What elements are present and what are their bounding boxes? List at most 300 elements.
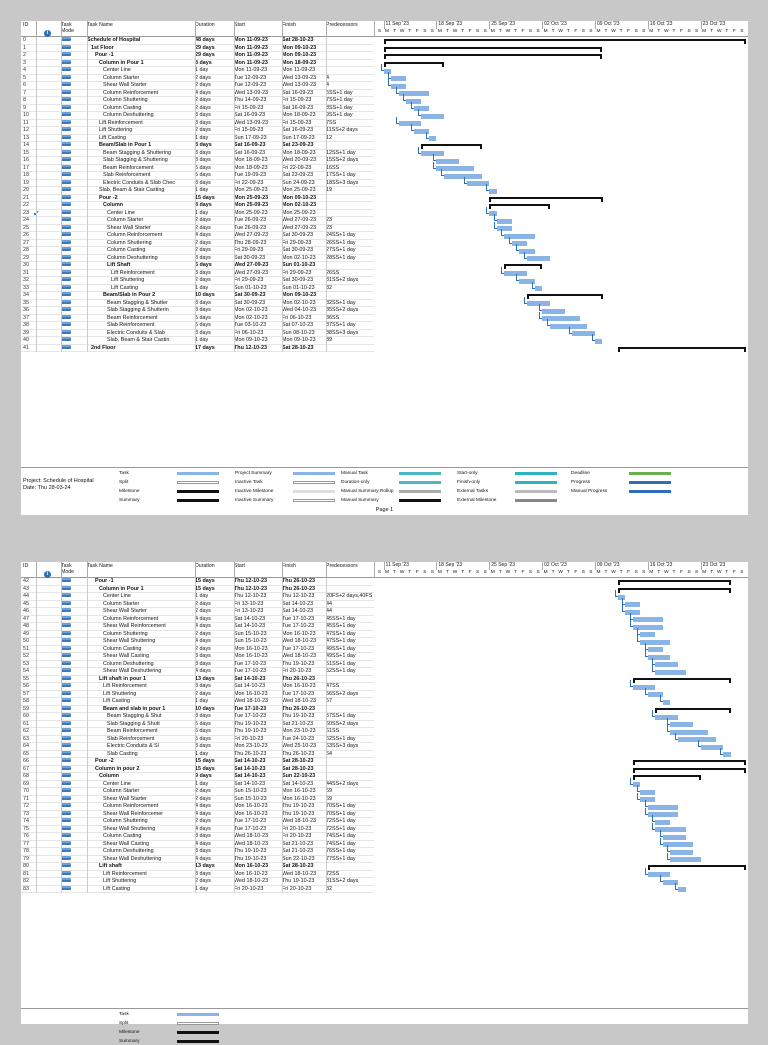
task-start[interactable]: Sat 14-10-23 [234,683,266,689]
task-finish[interactable]: Tue 17-10-23 [282,690,315,697]
task-name[interactable]: Shear Wall Starter [103,795,147,802]
table-row[interactable] [21,856,374,864]
task-finish[interactable]: Wed 27-09-23 [282,224,317,231]
task-finish[interactable]: Sun 01-10-23 [282,284,315,291]
task-duration[interactable]: 3 days [195,307,211,313]
task-name[interactable]: Slab Reinforcement [103,172,151,178]
task-predecessors[interactable]: 82 [326,885,332,892]
task-duration[interactable]: 5 days [195,172,211,178]
table-row[interactable] [21,285,374,293]
table-row[interactable] [21,608,374,616]
task-finish[interactable]: Sat 07-10-23 [282,322,314,328]
task-name[interactable]: Beam/Slab in Pour 2 [103,292,156,298]
task-finish[interactable]: Sun 22-10-23 [282,773,316,779]
task-predecessors[interactable]: 47SS [326,683,340,689]
task-predecessors[interactable]: 23 [326,217,332,223]
task-name[interactable]: Pour -1 [95,578,114,584]
task-start[interactable]: Mon 25-09-23 [234,194,269,201]
task-predecessors[interactable]: 4 [326,82,329,88]
table-row[interactable] [21,82,374,90]
task-bar[interactable] [633,617,663,622]
table-row[interactable] [21,52,374,60]
table-row[interactable] [21,322,374,330]
table-row[interactable] [21,120,374,128]
task-duration[interactable]: 4 days [195,615,211,622]
task-predecessors[interactable]: 36SS [326,314,340,321]
task-finish[interactable]: Sun 01-10-23 [282,262,316,268]
task-bar[interactable] [670,850,693,855]
task-name[interactable]: Column Casting [103,104,142,111]
task-predecessors[interactable]: 45SS+1 day [326,623,356,629]
task-finish[interactable]: Mon 02-10-23 [282,202,317,208]
task-name[interactable]: Column Shuttering [107,239,152,246]
task-finish[interactable]: Wed 27-09-23 [282,217,317,223]
task-duration[interactable]: 1 day [195,67,209,73]
task-duration[interactable]: 2 days [195,795,211,802]
task-name[interactable]: Column Deshuttering [107,254,158,261]
task-start[interactable]: Tue 03-10-23 [234,322,267,328]
task-duration[interactable]: 2 days [195,608,211,614]
task-duration[interactable]: 4 days [195,855,211,862]
table-row[interactable] [21,668,374,676]
task-duration[interactable]: 2 days [195,217,211,223]
task-start[interactable]: Mon 16-10-23 [234,803,268,809]
table-row[interactable] [21,165,374,173]
task-start[interactable]: Mon 16-10-23 [234,645,268,652]
task-predecessors[interactable]: 11SS+2 days [326,127,358,133]
table-row[interactable] [21,833,374,841]
task-finish[interactable]: Fri 15-09-23 [282,119,312,126]
task-name[interactable]: Shear Wall Starter [103,82,147,88]
task-finish[interactable]: Sun 17-09-23 [282,134,315,141]
task-name[interactable]: Lift Shuttering [103,878,137,884]
task-duration[interactable]: 1 day [195,209,209,216]
task-finish[interactable]: Fri 29-09-23 [282,269,312,276]
task-duration[interactable]: 2 days [195,878,211,884]
task-name[interactable]: Lift Casting [111,284,138,291]
task-predecessors[interactable]: 20FS+2 days,40FS [326,593,373,599]
task-name[interactable]: Shear Wall Deshuttering [103,668,162,674]
task-duration[interactable]: 4 days [195,232,211,238]
task-finish[interactable]: Mon 25-09-23 [282,187,316,193]
task-name[interactable]: Slab Stagging & Shutterin [107,307,169,313]
task-predecessors[interactable]: 60SS+2 days [326,720,359,727]
task-predecessors[interactable]: 52SS+1 day [326,668,356,674]
task-bar[interactable] [391,76,406,81]
task-name[interactable]: Shear Wall Reinforcemer [103,810,164,817]
table-row[interactable] [21,270,374,278]
task-start[interactable]: Sat 30-09-23 [234,292,266,298]
task-name[interactable]: Pour -2 [99,194,118,201]
task-finish[interactable]: Mon 09-10-23 [282,194,317,201]
task-predecessors[interactable]: 74SS+1 day [326,833,356,839]
task-predecessors[interactable]: 26SS+1 day [326,239,356,246]
task-name[interactable]: Column in pour 2 [95,765,140,772]
task-name[interactable]: Shear Wall Shuttering [103,638,156,644]
task-start[interactable]: Mon 11-09-23 [234,52,268,58]
task-name[interactable]: Shear Wall Casting [103,840,149,847]
task-start[interactable]: Sat 16-09-23 [234,142,266,148]
task-duration[interactable]: 1 day [195,780,209,787]
task-finish[interactable]: Wed 18-10-23 [282,653,317,659]
task-duration[interactable]: 29 days [195,44,215,51]
task-name[interactable]: Shear Wall Deshuttering [103,855,162,862]
task-duration[interactable]: 3 days [195,329,211,336]
task-start[interactable]: Sat 30-09-23 [234,299,266,306]
task-finish[interactable]: Sat 21-10-23 [282,720,314,727]
task-predecessors[interactable]: 38SS+3 days [326,329,359,336]
task-duration[interactable]: 5 days [195,262,212,268]
task-name[interactable]: Column Starter [103,74,140,81]
summary-bar[interactable] [618,347,746,349]
task-start[interactable]: Tue 12-09-23 [234,82,267,88]
task-name[interactable]: Beam Reinforcement [107,314,158,321]
task-name[interactable]: Shear Wall Starter [103,608,147,614]
table-row[interactable] [21,631,374,639]
table-row[interactable] [21,886,374,894]
task-finish[interactable]: Sat 28-10-23 [282,765,314,772]
task-name[interactable]: Column Shuttering [103,630,148,637]
table-row[interactable] [21,841,374,849]
table-row[interactable] [21,623,374,631]
task-predecessors[interactable]: 12SS+1 day [326,149,356,156]
task-predecessors[interactable]: 16SS [326,164,340,171]
summary-bar[interactable] [384,39,746,41]
task-bar[interactable] [648,655,671,660]
task-start[interactable]: Fri 20-10-23 [234,885,264,892]
table-row[interactable] [21,751,374,759]
task-name[interactable]: Lift Reinforcement [103,870,147,877]
column-header-finish[interactable]: Finish [282,22,296,28]
task-name[interactable]: Column Starter [107,217,144,223]
task-start[interactable]: Thu 19-10-23 [234,728,267,734]
summary-bar[interactable] [633,775,701,777]
table-row[interactable] [21,653,374,661]
table-row[interactable] [21,37,374,45]
task-finish[interactable]: Sat 30-09-23 [282,277,314,283]
task-predecessors[interactable]: 62SS+1 day [326,735,356,742]
task-finish[interactable]: Wed 04-10-23 [282,307,317,313]
table-row[interactable] [21,150,374,158]
task-name[interactable]: Column Shuttering [103,818,148,824]
task-finish[interactable]: Sat 16-09-23 [282,89,314,96]
task-finish[interactable]: Sat 21-10-23 [282,840,314,847]
task-name[interactable]: Column Casting [103,645,142,652]
task-duration[interactable]: 2 days [195,127,211,133]
task-duration[interactable]: 3 days [195,683,211,689]
task-finish[interactable]: Mon 23-10-23 [282,728,316,734]
summary-bar[interactable] [633,768,746,770]
task-predecessors[interactable]: 63SS+3 days [326,743,359,749]
summary-bar[interactable] [489,204,549,206]
task-finish[interactable]: Sat 28-10-23 [282,863,314,869]
task-duration[interactable]: 3 days [195,653,211,659]
task-predecessors[interactable]: 70SS+1 day [326,810,356,817]
task-start[interactable]: Mon 25-09-23 [234,202,269,208]
column-header-pred[interactable]: Predecessors [326,22,358,28]
task-name[interactable]: Lift shaft in pour 1 [99,675,147,682]
task-predecessors[interactable]: 39 [326,337,332,343]
table-row[interactable] [21,781,374,789]
task-start[interactable]: Tue 26-09-23 [234,217,267,223]
task-finish[interactable]: Thu 19-10-23 [282,810,315,817]
task-duration[interactable]: 1 day [195,284,209,291]
task-predecessors[interactable]: 72SS [326,870,340,877]
task-start[interactable]: Sat 16-09-23 [234,149,266,156]
task-start[interactable]: Mon 16-10-23 [234,653,268,659]
task-start[interactable]: Sun 15-10-23 [234,630,267,637]
table-row[interactable] [21,187,374,195]
task-start[interactable]: Mon 18-09-23 [234,157,268,163]
table-row[interactable] [21,337,374,345]
task-start[interactable]: Thu 12-10-23 [234,593,267,599]
column-header-duration[interactable]: Duration [195,22,215,28]
summary-bar[interactable] [384,62,444,64]
column-header-id[interactable]: ID [23,22,29,28]
task-duration[interactable]: 3 days [195,743,211,749]
task-duration[interactable]: 2 days [195,630,211,637]
task-finish[interactable]: Sat 14-10-23 [282,780,314,787]
task-duration[interactable]: 1 day [195,698,209,704]
task-finish[interactable]: Thu 26-10-23 [282,750,315,757]
task-name[interactable]: Lift Casting [103,698,130,704]
task-name[interactable]: Column Starter [103,600,140,607]
task-name[interactable]: Column in Pour 1 [99,59,144,66]
task-finish[interactable]: Sat 21-10-23 [282,848,314,854]
table-row[interactable] [21,578,374,586]
task-name[interactable]: Beam and slab in pour 1 [103,705,166,712]
table-row[interactable] [21,826,374,834]
task-start[interactable]: Mon 11-09-23 [234,59,268,66]
task-predecessors[interactable]: 19 [326,187,332,193]
task-finish[interactable]: Sat 30-09-23 [282,247,314,253]
task-duration[interactable]: 3 days [195,254,211,261]
task-start[interactable]: Sun 15-10-23 [234,795,267,802]
task-predecessors[interactable]: 64 [326,750,332,757]
task-finish[interactable]: Wed 25-10-23 [282,743,317,749]
task-finish[interactable]: Wed 13-09-23 [282,82,317,88]
task-finish[interactable]: Sat 14-10-23 [282,608,314,614]
task-name[interactable]: Beam Stagging & Shutter [107,299,168,306]
task-name[interactable]: Column Starter [103,788,140,794]
task-start[interactable]: Tue 17-10-23 [234,713,267,719]
task-start[interactable]: Thu 12-10-23 [234,578,267,584]
task-duration[interactable]: 3 days [195,299,211,306]
task-predecessors[interactable]: 81SS+2 days [326,878,359,884]
table-row[interactable] [21,811,374,819]
table-row[interactable] [21,601,374,609]
task-name[interactable]: Slab Reinforcement [107,735,155,742]
task-predecessors[interactable]: 27SS+1 day [326,247,356,253]
task-finish[interactable]: Fri 29-09-23 [282,239,312,246]
table-row[interactable] [21,67,374,75]
task-finish[interactable]: Wed 13-09-23 [282,74,317,81]
column-header-name[interactable]: Task Name [87,22,113,28]
task-duration[interactable]: 2 days [195,690,211,697]
task-duration[interactable]: 2 days [195,224,211,231]
task-duration[interactable]: 3 days [195,833,211,839]
task-predecessors[interactable]: 77SS+1 day [326,855,356,862]
table-row[interactable] [21,818,374,826]
task-name[interactable]: Column [99,773,120,779]
task-finish[interactable]: Mon 11-09-23 [282,67,316,73]
task-duration[interactable]: 4 days [195,638,211,644]
task-name[interactable]: Lift shaft [99,863,122,869]
task-finish[interactable]: Sat 16-09-23 [282,104,314,111]
task-start[interactable]: Sat 14-10-23 [234,780,266,787]
task-predecessors[interactable]: 74SS+1 day [326,840,356,847]
task-bar[interactable] [436,159,459,164]
task-duration[interactable]: 3 days [195,179,211,186]
task-start[interactable]: Sat 14-10-23 [234,623,266,629]
table-row[interactable] [21,127,374,135]
task-finish[interactable]: Sat 28-10-23 [282,758,314,764]
task-duration[interactable]: 4 days [195,803,211,809]
task-finish[interactable]: Mon 09-10-23 [282,44,317,51]
task-duration[interactable]: 2 days [195,239,211,246]
task-finish[interactable]: Fri 20-10-23 [282,668,312,674]
task-finish[interactable]: Fri 15-09-23 [282,97,312,103]
task-start[interactable]: Wed 18-10-23 [234,698,269,704]
task-bar[interactable] [489,189,497,194]
task-name[interactable]: Beam Reinforcement [107,728,158,734]
task-predecessors[interactable]: 17SS+1 day [326,172,356,178]
task-duration[interactable]: 2 days [195,277,211,283]
table-row[interactable] [21,247,374,255]
task-name[interactable]: Lift Casting [99,134,126,141]
table-row[interactable] [21,871,374,879]
table-row[interactable] [21,202,374,210]
task-finish[interactable]: Mon 16-10-23 [282,683,316,689]
task-finish[interactable]: Thu 19-10-23 [282,803,315,809]
task-finish[interactable]: Thu 19-10-23 [282,660,315,667]
task-start[interactable]: Mon 23-10-23 [234,743,268,749]
task-start[interactable]: Wed 27-09-23 [234,269,269,276]
task-bar[interactable] [527,256,550,261]
task-duration[interactable]: 4 days [195,668,211,674]
task-duration[interactable]: 8 days [195,59,212,66]
task-name[interactable]: Column Casting [107,247,146,253]
task-name[interactable]: Column Deshuttering [103,660,154,667]
task-finish[interactable]: Mon 16-10-23 [282,630,316,637]
summary-bar[interactable] [618,580,731,582]
table-row[interactable] [21,75,374,83]
task-predecessors[interactable]: 7SS+1 day [326,97,353,103]
task-start[interactable]: Mon 16-10-23 [234,690,268,697]
task-predecessors[interactable]: 72SS+1 day [326,818,356,824]
task-name[interactable]: Pour -1 [95,52,114,58]
task-duration[interactable]: 48 days [195,37,215,43]
task-name[interactable]: Electric Conduits & Slab Chec [103,179,175,186]
table-row[interactable] [21,736,374,744]
task-predecessors[interactable]: 47SS+1 day [326,630,356,637]
task-start[interactable]: Mon 16-10-23 [234,870,268,877]
task-predecessors[interactable]: 72SS+1 day [326,825,356,832]
table-row[interactable] [21,713,374,721]
task-duration[interactable]: 3 days [195,870,211,877]
table-row[interactable] [21,112,374,120]
task-name[interactable]: Column Shuttering [103,97,148,103]
summary-bar[interactable] [618,588,731,590]
task-name[interactable]: Center Line [103,780,131,787]
task-finish[interactable]: Sun 22-10-23 [282,855,315,862]
task-duration[interactable]: 5 days [195,322,211,328]
column-header-id[interactable]: ID [23,563,29,569]
task-duration[interactable]: 15 days [195,585,215,592]
task-predecessors[interactable]: 44 [326,600,332,607]
task-name[interactable]: Beam Stagging & Shuttering [103,149,172,156]
task-finish[interactable]: Tue 17-10-23 [282,645,315,652]
task-bar[interactable] [678,887,686,892]
task-start[interactable]: Sat 16-09-23 [234,112,266,118]
table-row[interactable] [21,225,374,233]
table-row[interactable] [21,683,374,691]
column-header-name[interactable]: Task Name [87,563,113,569]
task-predecessors[interactable]: 69 [326,788,332,794]
table-row[interactable] [21,180,374,188]
task-duration[interactable]: 2 days [195,645,211,652]
task-finish[interactable]: Sat 23-09-23 [282,142,314,148]
task-predecessors[interactable]: 18SS+3 days [326,179,359,186]
task-duration[interactable]: 4 days [195,840,211,847]
task-duration[interactable]: 4 days [195,825,211,832]
task-start[interactable]: Mon 16-10-23 [234,810,268,817]
task-finish[interactable]: Thu 26-10-23 [282,705,315,712]
task-predecessors[interactable]: 31SS+2 days [326,277,359,283]
task-name[interactable]: Slab Stagging & Shuttering [103,157,168,163]
task-start[interactable]: Fri 29-09-23 [234,277,264,283]
task-duration[interactable]: 4 days [195,810,211,817]
task-finish[interactable]: Mon 18-09-23 [282,112,316,118]
task-bar[interactable] [670,857,700,862]
task-duration[interactable]: 8 days [195,202,212,208]
task-duration[interactable]: 15 days [195,194,215,201]
task-bar[interactable] [391,84,406,89]
table-row[interactable] [21,848,374,856]
task-bar[interactable] [670,722,693,727]
task-finish[interactable]: Wed 18-10-23 [282,818,317,824]
task-start[interactable]: Sun 15-10-23 [234,788,267,794]
task-name[interactable]: Column Casting [103,833,142,839]
task-start[interactable]: Fri 13-10-23 [234,600,264,607]
task-start[interactable]: Wed 13-09-23 [234,89,269,96]
task-finish[interactable]: Fri 20-10-23 [282,833,312,839]
task-finish[interactable]: Mon 18-09-23 [282,59,317,66]
table-row[interactable] [21,135,374,143]
task-bar[interactable] [497,226,512,231]
task-predecessors[interactable]: 28SS+1 day [326,254,356,261]
task-duration[interactable]: 9 days [195,773,212,779]
summary-bar[interactable] [655,708,731,710]
task-name[interactable]: Lift Shuttering [111,277,145,283]
task-name[interactable]: Column Deshuttering [103,112,154,118]
task-start[interactable]: Sat 14-10-23 [234,675,266,682]
task-name[interactable]: Schedule of Hospital [87,37,141,43]
table-row[interactable] [21,277,374,285]
task-bar[interactable] [640,632,655,637]
task-finish[interactable]: Thu 26-10-23 [282,585,315,592]
task-finish[interactable]: Mon 25-09-23 [282,209,316,216]
table-row[interactable] [21,586,374,594]
table-row[interactable] [21,210,374,218]
task-name[interactable]: Column Reinforcement [103,803,159,809]
table-row[interactable] [21,105,374,113]
task-start[interactable]: Tue 12-09-23 [234,74,267,81]
task-finish[interactable]: Mon 18-09-23 [282,149,316,156]
task-predecessors[interactable]: 47SS+1 day [326,638,356,644]
task-start[interactable]: Tue 17-10-23 [234,668,267,674]
task-start[interactable]: Tue 17-10-23 [234,705,267,712]
